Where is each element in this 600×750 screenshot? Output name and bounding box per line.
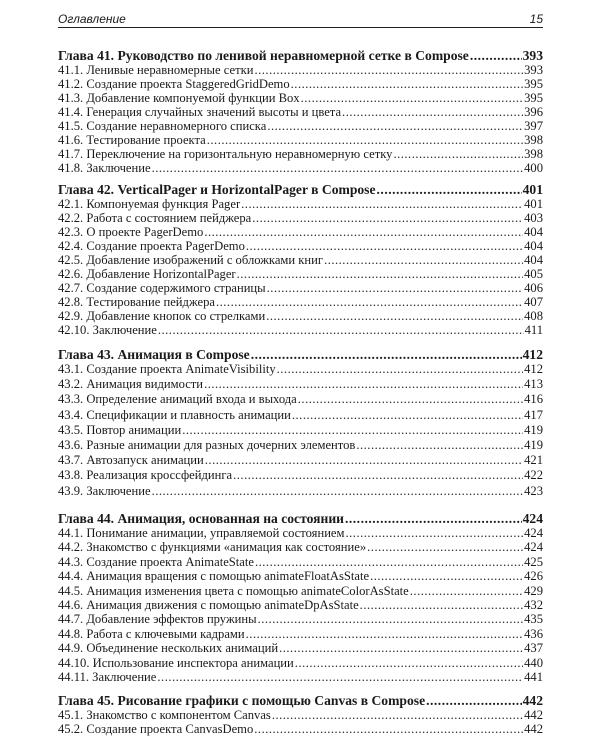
entry-page-number: 401 <box>522 182 543 197</box>
dot-leader <box>157 670 523 684</box>
entry-page-number: 422 <box>524 468 543 483</box>
entry-page-number: 442 <box>524 708 543 722</box>
dot-leader <box>370 569 523 583</box>
dot-leader <box>324 253 523 267</box>
entry-page-number: 424 <box>522 511 543 526</box>
entry-title: 43.5. Повтор анимации <box>58 422 182 437</box>
toc-entry[interactable] <box>58 91 543 105</box>
entry-page-number: 419 <box>524 437 543 452</box>
running-header <box>58 8 543 28</box>
entry-title: Глава 44. Анимация, основанная на состоянии <box>58 511 344 526</box>
entry-title: 43.4. Спецификации и плавность анимации <box>58 407 291 422</box>
entry-page-number: 406 <box>524 281 543 295</box>
toc-entry[interactable] <box>58 309 543 323</box>
entry-page-number: 403 <box>524 211 543 225</box>
toc-entry[interactable] <box>58 119 543 133</box>
entry-title: 44.1. Понимание анимации, управляемой состоянием <box>58 526 345 540</box>
toc-entry[interactable] <box>58 77 543 91</box>
entry-title: 42.10. Заключение <box>58 323 157 337</box>
entry-title: 44.9. Объединение нескольких анимаций <box>58 641 279 656</box>
entry-title: 43.7. Автозапуск анимации <box>58 453 204 468</box>
entry-page-number: 440 <box>524 655 543 670</box>
entry-title: 45.2. Создание проекта CanvasDemo <box>58 722 254 736</box>
entry-page-number: 412 <box>524 362 543 376</box>
entry-page-number: 393 <box>522 48 543 63</box>
dot-leader <box>182 423 523 438</box>
entry-page-number: 442 <box>524 722 543 736</box>
dot-leader <box>298 392 523 407</box>
entry-title: 41.1. Ленивые неравномерные сетки <box>58 63 254 77</box>
toc-entry[interactable] <box>58 569 543 583</box>
entry-page-number: 407 <box>524 295 543 309</box>
toc-entry[interactable] <box>58 526 543 540</box>
toc-entry[interactable] <box>58 540 543 554</box>
entry-title: 44.5. Анимация изменения цвета с помощью animateColorAsState <box>58 583 409 598</box>
chapter-heading[interactable] <box>58 693 543 708</box>
toc-entry[interactable] <box>58 722 543 736</box>
toc-entry[interactable] <box>58 598 543 612</box>
toc-entry[interactable] <box>58 239 543 253</box>
entry-title: 44.11. Заключение <box>58 669 157 684</box>
dot-leader <box>152 161 524 175</box>
toc-chapter <box>58 693 543 736</box>
entry-page-number: 423 <box>524 483 543 498</box>
dot-leader <box>346 526 524 540</box>
entry-title: 42.5. Добавление изображений с обложками книг <box>58 253 324 267</box>
entry-page-number: 404 <box>524 239 543 253</box>
entry-title: 42.7. Создание содержимого страницы <box>58 281 266 295</box>
entry-title: 41.5. Создание неравномерного списка <box>58 119 267 133</box>
entry-title: 44.2. Знакомство с функциями «анимация как состояние» <box>58 540 367 555</box>
entry-title: 43.1. Создание проекта AnimateVisibility <box>58 362 276 376</box>
toc-entry[interactable] <box>58 438 543 453</box>
toc-entry[interactable] <box>58 641 543 655</box>
entry-page-number: 419 <box>524 422 543 437</box>
toc-entry[interactable] <box>58 670 543 684</box>
toc-entry[interactable] <box>58 281 543 295</box>
dot-leader <box>342 105 523 119</box>
entry-page-number: 437 <box>524 641 543 656</box>
entry-title: 42.6. Добавление HorizontalPager <box>58 267 236 281</box>
entry-title: 41.4. Генерация случайных значений высоты и цвета <box>58 105 342 119</box>
dot-leader <box>241 197 523 211</box>
header-page-number: 15 <box>529 12 543 26</box>
chapter-heading[interactable] <box>58 182 543 197</box>
entry-page-number: 417 <box>524 407 543 422</box>
dot-leader <box>252 211 523 225</box>
toc-entry[interactable] <box>58 555 543 569</box>
dot-leader <box>251 347 522 362</box>
entry-page-number: 395 <box>524 91 543 105</box>
dot-leader <box>356 438 523 453</box>
entry-page-number: 421 <box>524 453 543 468</box>
entry-title: 41.3. Добавление компонуемой функции Box <box>58 91 300 105</box>
dot-leader <box>393 147 523 161</box>
entry-title: Глава 45. Рисование графики с помощью Canvas в Compose <box>58 693 426 708</box>
toc-entry[interactable] <box>58 392 543 407</box>
dot-leader <box>295 656 523 670</box>
toc-entry[interactable] <box>58 267 543 281</box>
entry-title: 42.4. Создание проекта PagerDemo <box>58 239 245 253</box>
entry-title: 44.6. Анимация движения с помощью animateDpAsState <box>58 597 359 612</box>
chapter-heading[interactable] <box>58 511 543 526</box>
entry-page-number: 435 <box>524 612 543 627</box>
entry-title: 42.8. Тестирование пейджера <box>58 295 215 309</box>
entry-title: Глава 43. Анимация в Compose <box>58 347 250 362</box>
entry-title: Глава 42. VerticalPager и HorizontalPager в Compose <box>58 182 376 197</box>
dot-leader <box>470 48 522 63</box>
entry-page-number: 411 <box>524 323 543 337</box>
toc-entry[interactable] <box>58 225 543 239</box>
toc-entry[interactable] <box>58 708 543 722</box>
entry-title: 41.7. Переключение на горизонтальную неравномерную сетку <box>58 147 393 161</box>
toc-chapter <box>58 182 543 337</box>
entry-page-number: 404 <box>524 253 543 267</box>
dot-leader <box>216 295 523 309</box>
toc-entry[interactable] <box>58 627 543 641</box>
dot-leader <box>272 708 523 722</box>
dot-leader <box>292 408 523 423</box>
dot-leader <box>301 91 523 105</box>
entry-page-number: 401 <box>524 197 543 211</box>
toc-chapter <box>58 48 543 175</box>
entry-title: 44.10. Использование инспектора анимации <box>58 655 294 670</box>
toc-entry[interactable] <box>58 377 543 392</box>
toc-entry[interactable] <box>58 423 543 438</box>
entry-title: 42.1. Компонуемая функция Pager <box>58 197 241 211</box>
dot-leader <box>360 598 523 612</box>
dot-leader <box>345 511 522 526</box>
entry-page-number: 395 <box>524 77 543 91</box>
dot-leader <box>205 453 523 468</box>
dot-leader <box>254 63 523 77</box>
entry-page-number: 393 <box>524 63 543 77</box>
toc-entry[interactable] <box>58 253 543 267</box>
entry-page-number: 398 <box>524 133 543 147</box>
dot-leader <box>267 119 523 133</box>
entry-title: 41.6. Тестирование проекта <box>58 133 206 147</box>
entry-title: 42.2. Работа с состоянием пейджера <box>58 211 252 225</box>
dot-leader <box>152 484 524 499</box>
toc-entry[interactable] <box>58 584 543 598</box>
entry-page-number: 413 <box>524 377 543 392</box>
toc-entry[interactable] <box>58 63 543 77</box>
toc-entry[interactable] <box>58 133 543 147</box>
dot-leader <box>254 722 523 736</box>
dot-leader <box>367 540 523 554</box>
entry-page-number: 424 <box>524 540 543 555</box>
entry-page-number: 400 <box>524 161 543 175</box>
entry-title: 43.6. Разные анимации для разных дочерних элементов <box>58 437 356 452</box>
toc-entry[interactable] <box>58 323 543 337</box>
entry-title: 41.2. Создание проекта StaggeredGridDemo <box>58 77 290 91</box>
toc-entry[interactable] <box>58 484 543 499</box>
entry-title: 44.3. Создание проекта AnimateState <box>58 554 254 569</box>
toc-entry[interactable] <box>58 105 543 119</box>
entry-page-number: 436 <box>524 626 543 641</box>
entry-page-number: 404 <box>524 225 543 239</box>
entry-page-number: 405 <box>524 267 543 281</box>
dot-leader <box>246 239 523 253</box>
entry-page-number: 397 <box>524 119 543 133</box>
toc-entry[interactable] <box>58 612 543 626</box>
dot-leader <box>377 182 522 197</box>
entry-title: 41.8. Заключение <box>58 161 151 175</box>
dot-leader <box>158 323 524 337</box>
entry-title: 43.3. Определение анимаций входа и выхода <box>58 392 297 407</box>
entry-page-number: 425 <box>524 554 543 569</box>
entry-title: 44.4. Анимация вращения с помощью animateFloatAsState <box>58 569 370 584</box>
chapter-heading[interactable] <box>58 48 543 63</box>
entry-page-number: 408 <box>524 309 543 323</box>
chapter-heading[interactable] <box>58 347 543 362</box>
dot-leader <box>246 627 523 641</box>
dot-leader <box>266 309 523 323</box>
toc-entry[interactable] <box>58 453 543 468</box>
entry-page-number: 442 <box>522 693 543 708</box>
dot-leader <box>410 584 523 598</box>
toc-chapter <box>58 347 543 499</box>
entry-page-number: 398 <box>524 147 543 161</box>
toc-entry[interactable] <box>58 211 543 225</box>
entry-title: Глава 41. Руководство по ленивой неравномерной сетке в Compose <box>58 48 469 63</box>
entry-title: 43.8. Реализация кроссфейдинга <box>58 468 233 483</box>
entry-title: 42.3. О проекте PagerDemo <box>58 225 204 239</box>
toc-entry[interactable] <box>58 147 543 161</box>
entry-page-number: 432 <box>524 597 543 612</box>
entry-title: 43.9. Заключение <box>58 483 151 498</box>
entry-page-number: 429 <box>524 583 543 598</box>
dot-leader <box>237 267 523 281</box>
entry-title: 42.9. Добавление кнопок со стрелками <box>58 309 266 323</box>
toc-entry[interactable] <box>58 362 543 377</box>
dot-leader <box>277 362 523 377</box>
dot-leader <box>267 281 523 295</box>
dot-leader <box>258 612 524 626</box>
entry-page-number: 441 <box>524 669 543 684</box>
toc-entry[interactable] <box>58 197 543 211</box>
toc-entry[interactable] <box>58 468 543 483</box>
toc-entry[interactable] <box>58 295 543 309</box>
dot-leader <box>279 641 523 655</box>
dot-leader <box>233 468 523 483</box>
dot-leader <box>426 693 522 708</box>
entry-title: 43.2. Анимация видимости <box>58 377 204 392</box>
dot-leader <box>291 77 523 91</box>
entry-page-number: 412 <box>522 347 543 362</box>
entry-page-number: 426 <box>524 569 543 584</box>
entry-title: 44.7. Добавление эффектов пружины <box>58 612 257 627</box>
toc-entry[interactable] <box>58 656 543 670</box>
dot-leader <box>204 225 523 239</box>
entry-title: 44.8. Работа с ключевыми кадрами <box>58 626 245 641</box>
dot-leader <box>204 377 523 392</box>
toc-entry[interactable] <box>58 161 543 175</box>
entry-page-number: 424 <box>524 526 543 540</box>
entry-page-number: 416 <box>524 392 543 407</box>
entry-title: 45.1. Знакомство с компонентом Canvas <box>58 708 271 722</box>
entry-page-number: 396 <box>524 105 543 119</box>
dot-leader <box>255 555 523 569</box>
dot-leader <box>207 133 523 147</box>
toc-chapter <box>58 511 543 684</box>
header-section-title: Оглавление <box>58 12 126 26</box>
toc-entry[interactable] <box>58 408 543 423</box>
